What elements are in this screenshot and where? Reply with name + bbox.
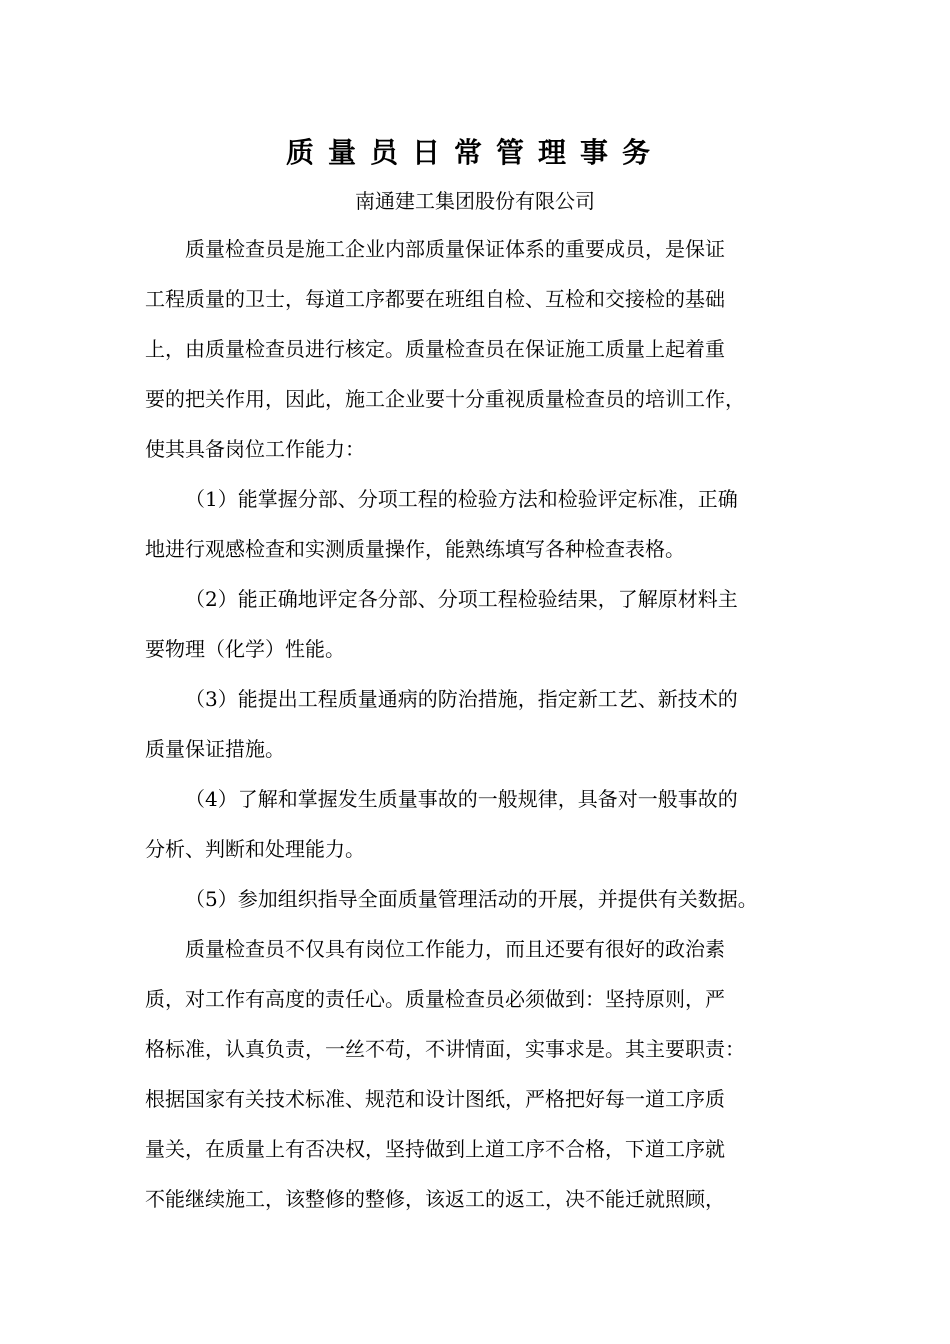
list-item-line: 分析、判断和处理能力。 — [145, 837, 365, 861]
list-item-line: （4）了解和掌握发生质量事故的一般规律，具备对一般事故的 — [185, 787, 738, 811]
list-item-line: （2）能正确地评定各分部、分项工程检验结果，了解原材料主 — [185, 587, 738, 611]
paragraph-line: 上，由质量检查员进行核定。质量检查员在保证施工质量上起着重 — [145, 337, 725, 361]
list-item-line: （5）参加组织指导全面质量管理活动的开展，并提供有关数据。 — [185, 887, 758, 911]
paragraph-line: 要的把关作用，因此，施工企业要十分重视质量检查员的培训工作， — [145, 387, 745, 411]
list-item-line: 地进行观感检查和实测质量操作，能熟练填写各种检查表格。 — [145, 537, 685, 561]
list-item-line: （1）能掌握分部、分项工程的检验方法和检验评定标准，正确 — [185, 487, 738, 511]
paragraph-line: 不能继续施工，该整修的整修，该返工的返工，决不能迁就照顾， — [145, 1187, 725, 1211]
paragraph-line: 质量检查员不仅具有岗位工作能力，而且还要有很好的政治素 — [185, 937, 725, 961]
paragraph-line: 使其具备岗位工作能力： — [145, 437, 365, 461]
paragraph-line: 根据国家有关技术标准、规范和设计图纸，严格把好每一道工序质 — [145, 1087, 725, 1111]
document-title: 质量员日常管理事务 — [285, 136, 664, 169]
document-subtitle: 南通建工集团股份有限公司 — [355, 189, 595, 213]
list-item-line: 质量保证措施。 — [145, 737, 285, 761]
paragraph-line: 质，对工作有高度的责任心。质量检查员必须做到：坚持原则，严 — [145, 987, 725, 1011]
list-item-line: （3）能提出工程质量通病的防治措施，指定新工艺、新技术的 — [185, 687, 738, 711]
paragraph-line: 质量检查员是施工企业内部质量保证体系的重要成员，是保证 — [185, 237, 725, 261]
list-item-line: 要物理（化学）性能。 — [145, 637, 345, 661]
paragraph-line: 格标准，认真负责，一丝不苟，不讲情面，实事求是。其主要职责： — [145, 1037, 745, 1061]
paragraph-line: 量关，在质量上有否决权，坚持做到上道工序不合格，下道工序就 — [145, 1137, 725, 1161]
paragraph-line: 工程质量的卫士，每道工序都要在班组自检、互检和交接检的基础 — [145, 287, 725, 311]
